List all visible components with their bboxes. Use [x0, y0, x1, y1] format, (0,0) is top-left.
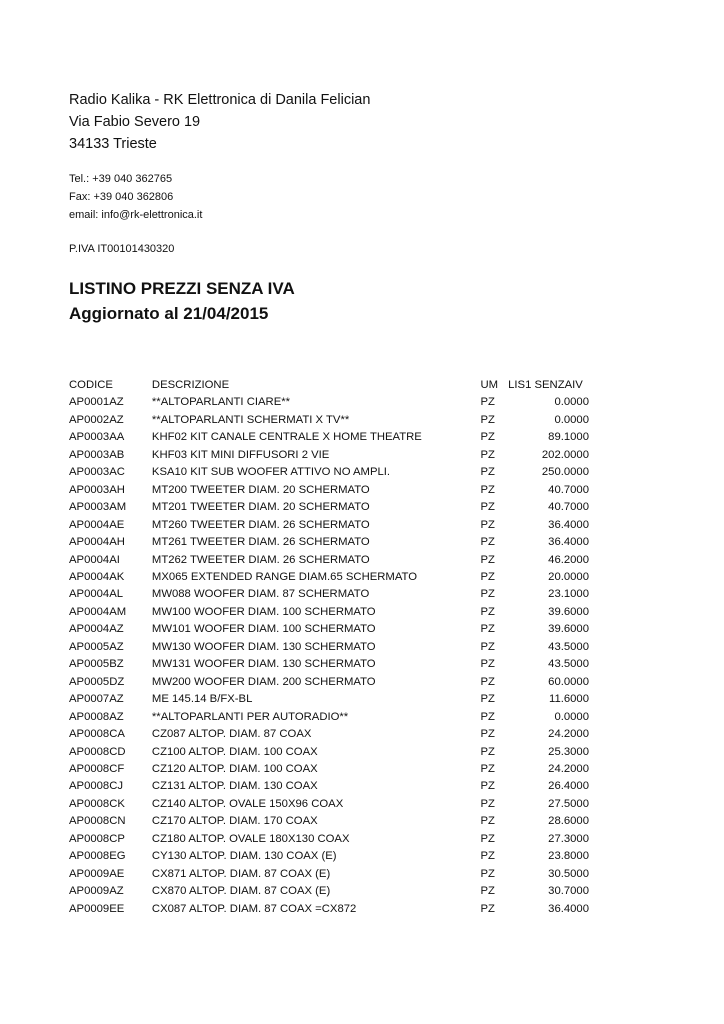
- cell-um: PZ: [480, 710, 495, 723]
- table-row: [69, 726, 589, 743]
- cell-price: 60.0000: [548, 675, 589, 688]
- cell-price: 27.3000: [548, 832, 589, 845]
- company-tel: Tel.: +39 040 362765: [69, 173, 173, 185]
- cell-um: PZ: [480, 570, 495, 583]
- table-row: [69, 412, 589, 429]
- cell-code: AP0007AZ: [69, 693, 124, 706]
- table-row: [69, 534, 589, 551]
- cell-um: PZ: [480, 745, 495, 758]
- cell-um: PZ: [480, 396, 495, 409]
- cell-um: PZ: [480, 501, 495, 514]
- cell-price: 43.5000: [548, 640, 589, 653]
- cell-description: MT262 TWEETER DIAM. 26 SCHERMATO: [151, 553, 370, 566]
- cell-code: AP0008CD: [69, 745, 126, 758]
- table-row: [69, 691, 589, 708]
- cell-description: MW100 WOOFER DIAM. 100 SCHERMATO: [151, 605, 376, 618]
- cell-description: CZ140 ALTOP. OVALE 150X96 COAX: [151, 797, 344, 810]
- company-fax: Fax: +39 040 362806: [69, 191, 174, 203]
- cell-code: AP0005AZ: [69, 640, 124, 653]
- cell-um: PZ: [480, 658, 495, 671]
- table-row: [69, 796, 589, 813]
- cell-description: MW130 WOOFER DIAM. 130 SCHERMATO: [151, 640, 376, 653]
- cell-um: PZ: [480, 431, 495, 444]
- cell-code: AP0004AL: [69, 588, 124, 601]
- cell-price: 0.0000: [554, 413, 589, 426]
- page-title: LISTINO PREZZI SENZA IVA: [69, 279, 295, 298]
- cell-description: CX870 ALTOP. DIAM. 87 COAX (E): [151, 885, 331, 898]
- cell-price: 11.6000: [549, 693, 589, 706]
- cell-price: 24.2000: [548, 728, 589, 741]
- cell-code: AP0003AH: [69, 483, 125, 496]
- cell-um: PZ: [480, 675, 495, 688]
- cell-code: AP0005BZ: [69, 658, 124, 671]
- table-row: [69, 569, 589, 586]
- cell-description: CZ131 ALTOP. DIAM. 130 COAX: [151, 780, 318, 793]
- column-header-description: DESCRIZIONE: [151, 379, 230, 391]
- cell-description: MW200 WOOFER DIAM. 200 SCHERMATO: [151, 675, 376, 688]
- cell-price: 39.6000: [548, 605, 589, 618]
- column-header-um: UM: [480, 379, 499, 391]
- cell-price: 23.1000: [548, 588, 589, 601]
- cell-um: PZ: [480, 867, 495, 880]
- table-row: [69, 482, 589, 499]
- company-vat-number: P.IVA IT00101430320: [69, 243, 175, 255]
- cell-price: 40.7000: [548, 483, 589, 496]
- table-row: [69, 761, 589, 778]
- cell-code: AP0004AZ: [69, 623, 124, 636]
- cell-description: **ALTOPARLANTI SCHERMATI X TV**: [151, 413, 350, 426]
- cell-price: 24.2000: [548, 762, 589, 775]
- cell-code: AP0008CJ: [69, 780, 124, 793]
- cell-um: PZ: [480, 728, 495, 741]
- cell-code: AP0008CK: [69, 797, 125, 810]
- table-row: [69, 639, 589, 656]
- table-row: [69, 552, 589, 569]
- cell-um: PZ: [480, 797, 495, 810]
- table-row: [69, 813, 589, 830]
- cell-code: AP0008CA: [69, 728, 125, 741]
- cell-description: MW101 WOOFER DIAM. 100 SCHERMATO: [151, 623, 376, 636]
- cell-description: **ALTOPARLANTI CIARE**: [151, 396, 291, 409]
- table-row: [69, 429, 589, 446]
- table-row: [69, 674, 589, 691]
- cell-description: CX087 ALTOP. DIAM. 87 COAX =CX872: [151, 902, 357, 915]
- table-row: [69, 586, 589, 603]
- cell-code: AP0004AK: [69, 570, 125, 583]
- cell-price: 25.3000: [548, 745, 589, 758]
- cell-description: MT200 TWEETER DIAM. 20 SCHERMATO: [151, 483, 370, 496]
- cell-price: 28.6000: [548, 815, 589, 828]
- cell-description: MT201 TWEETER DIAM. 20 SCHERMATO: [151, 501, 370, 514]
- cell-description: MT261 TWEETER DIAM. 26 SCHERMATO: [151, 536, 370, 549]
- cell-code: AP0003AC: [69, 466, 125, 479]
- cell-price: 46.2000: [548, 553, 589, 566]
- company-email: email: info@rk-elettronica.it: [69, 209, 203, 221]
- cell-code: AP0008EG: [69, 850, 126, 863]
- table-row: [69, 831, 589, 848]
- table-row: [69, 883, 589, 900]
- cell-um: PZ: [480, 902, 495, 915]
- table-row: [69, 394, 589, 411]
- cell-description: KSA10 KIT SUB WOOFER ATTIVO NO AMPLI.: [151, 466, 391, 479]
- cell-price: 39.6000: [548, 623, 589, 636]
- cell-description: MX065 EXTENDED RANGE DIAM.65 SCHERMATO: [151, 570, 418, 583]
- cell-price: 30.7000: [548, 885, 589, 898]
- cell-description: CZ170 ALTOP. DIAM. 170 COAX: [151, 815, 318, 828]
- cell-code: AP0004AM: [69, 605, 127, 618]
- cell-description: CZ100 ALTOP. DIAM. 100 COAX: [151, 745, 318, 758]
- cell-price: 20.0000: [548, 570, 589, 583]
- cell-um: PZ: [480, 553, 495, 566]
- column-header-code: CODICE: [69, 379, 113, 391]
- table-row: [69, 499, 589, 516]
- cell-price: 0.0000: [554, 710, 589, 723]
- cell-description: KHF02 KIT CANALE CENTRALE X HOME THEATRE: [151, 431, 422, 444]
- cell-code: AP0005DZ: [69, 675, 125, 688]
- cell-description: CX871 ALTOP. DIAM. 87 COAX (E): [151, 867, 331, 880]
- table-row: [69, 464, 589, 481]
- table-row: [69, 604, 589, 621]
- table-row: [69, 656, 589, 673]
- cell-code: AP0003AB: [69, 448, 125, 461]
- cell-description: CZ087 ALTOP. DIAM. 87 COAX: [151, 728, 312, 741]
- price-table-body: [69, 394, 589, 918]
- table-row: [69, 744, 589, 761]
- cell-um: PZ: [480, 693, 495, 706]
- column-header-price: LIS1 SENZAIV: [508, 379, 583, 391]
- cell-description: MW088 WOOFER DIAM. 87 SCHERMATO: [151, 588, 370, 601]
- cell-price: 250.0000: [541, 466, 589, 479]
- cell-code: AP0004AI: [69, 553, 120, 566]
- cell-price: 89.1000: [548, 431, 589, 444]
- cell-um: PZ: [480, 483, 495, 496]
- table-row: [69, 901, 589, 918]
- cell-description: ME 145.14 B/FX-BL: [151, 693, 253, 706]
- cell-code: AP0009EE: [69, 902, 125, 915]
- cell-um: PZ: [480, 623, 495, 636]
- cell-um: PZ: [480, 448, 495, 461]
- cell-price: 0.0000: [554, 396, 589, 409]
- price-table: [69, 377, 589, 918]
- cell-um: PZ: [480, 466, 495, 479]
- cell-description: CY130 ALTOP. DIAM. 130 COAX (E): [151, 850, 337, 863]
- cell-um: PZ: [480, 413, 495, 426]
- cell-price: 26.4000: [548, 780, 589, 793]
- table-row: [69, 517, 589, 534]
- table-row: [69, 447, 589, 464]
- cell-description: **ALTOPARLANTI PER AUTORADIO**: [151, 710, 349, 723]
- cell-price: 36.4000: [548, 902, 589, 915]
- cell-um: PZ: [480, 536, 495, 549]
- cell-price: 202.0000: [541, 448, 589, 461]
- cell-description: MT260 TWEETER DIAM. 26 SCHERMATO: [151, 518, 370, 531]
- company-city: 34133 Trieste: [69, 136, 157, 152]
- cell-code: AP0008AZ: [69, 710, 124, 723]
- cell-code: AP0008CP: [69, 832, 125, 845]
- cell-price: 36.4000: [548, 536, 589, 549]
- cell-um: PZ: [480, 885, 495, 898]
- cell-um: PZ: [480, 605, 495, 618]
- cell-um: PZ: [480, 850, 495, 863]
- cell-price: 27.5000: [548, 797, 589, 810]
- cell-description: CZ180 ALTOP. OVALE 180X130 COAX: [151, 832, 350, 845]
- table-header-row: [69, 377, 589, 394]
- cell-code: AP0004AE: [69, 518, 125, 531]
- table-row: [69, 866, 589, 883]
- cell-description: CZ120 ALTOP. DIAM. 100 COAX: [151, 762, 318, 775]
- cell-price: 43.5000: [548, 658, 589, 671]
- cell-code: AP0004AH: [69, 536, 125, 549]
- cell-code: AP0008CN: [69, 815, 126, 828]
- cell-um: PZ: [480, 640, 495, 653]
- cell-code: AP0009AZ: [69, 885, 124, 898]
- table-row: [69, 709, 589, 726]
- table-row: [69, 621, 589, 638]
- cell-um: PZ: [480, 815, 495, 828]
- cell-code: AP0008CF: [69, 762, 125, 775]
- cell-um: PZ: [480, 762, 495, 775]
- cell-code: AP0002AZ: [69, 413, 124, 426]
- cell-price: 36.4000: [548, 518, 589, 531]
- table-row: [69, 848, 589, 865]
- cell-price: 40.7000: [548, 501, 589, 514]
- cell-description: MW131 WOOFER DIAM. 130 SCHERMATO: [151, 658, 376, 671]
- cell-price: 23.8000: [548, 850, 589, 863]
- cell-code: AP0001AZ: [69, 396, 124, 409]
- cell-um: PZ: [480, 832, 495, 845]
- cell-description: KHF03 KIT MINI DIFFUSORI 2 VIE: [151, 448, 330, 461]
- cell-um: PZ: [480, 780, 495, 793]
- cell-code: AP0003AM: [69, 501, 127, 514]
- cell-price: 30.5000: [548, 867, 589, 880]
- update-date: Aggiornato al 21/04/2015: [69, 304, 269, 323]
- table-row: [69, 778, 589, 795]
- cell-code: AP0003AA: [69, 431, 125, 444]
- company-street: Via Fabio Severo 19: [69, 114, 201, 130]
- cell-um: PZ: [480, 518, 495, 531]
- cell-um: PZ: [480, 588, 495, 601]
- company-name: Radio Kalika - RK Elettronica di Danila Felician: [69, 92, 371, 108]
- cell-code: AP0009AE: [69, 867, 125, 880]
